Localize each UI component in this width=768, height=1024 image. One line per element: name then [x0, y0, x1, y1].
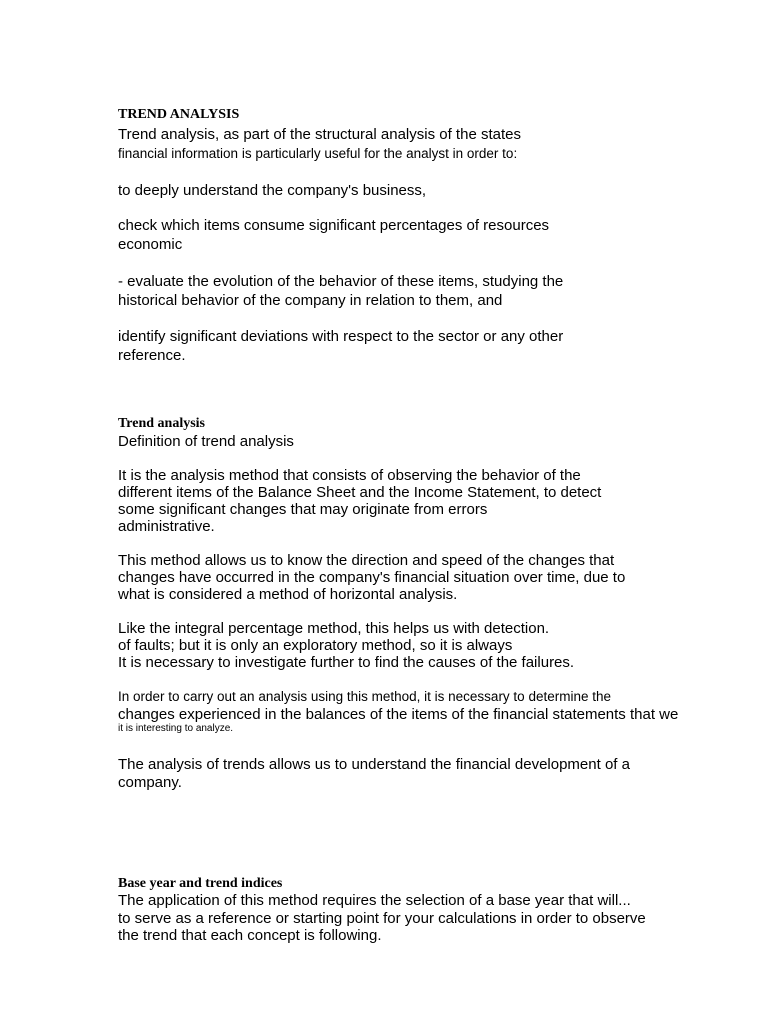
- section-heading: TREND ANALYSIS: [118, 107, 240, 122]
- paragraph-line: The application of this method requires the selection of a base year that will...: [118, 892, 631, 909]
- paragraph-line: of faults; but it is only an exploratory method, so it is always: [118, 637, 513, 654]
- paragraph-line: historical behavior of the company in relation to them, and: [118, 292, 503, 309]
- section-heading: Trend analysis: [118, 416, 206, 431]
- paragraph-line: In order to carry out an analysis using this method, it is necessary to determine the: [118, 689, 611, 704]
- paragraph-line: financial information is particularly useful for the analyst in order to:: [118, 146, 518, 161]
- paragraph-line: The analysis of trends allows us to understand the financial development of a: [118, 756, 630, 773]
- section-subtitle: Definition of trend analysis: [118, 433, 294, 450]
- paragraph-line: some significant changes that may originate from errors: [118, 501, 488, 518]
- paragraph-line: check which items consume significant percentages of resources: [118, 217, 550, 234]
- paragraph-line: the trend that each concept is following.: [118, 927, 382, 944]
- paragraph-line: - evaluate the evolution of the behavior of these items, studying the: [118, 273, 564, 290]
- paragraph-line: administrative.: [118, 518, 215, 535]
- paragraph-line: Like the integral percentage method, this helps us with detection.: [118, 620, 550, 637]
- paragraph-line: It is the analysis method that consists of observing the behavior of the: [118, 467, 581, 484]
- paragraph-line: changes have occurred in the company's financial situation over time, due to: [118, 569, 626, 586]
- paragraph-line: Trend analysis, as part of the structural analysis of the states: [118, 126, 521, 143]
- paragraph-line: It is necessary to investigate further to find the causes of the failures.: [118, 654, 575, 671]
- paragraph-line: it is interesting to analyze.: [118, 723, 234, 734]
- section-heading: Base year and trend indices: [118, 876, 283, 891]
- paragraph-line: to deeply understand the company's business,: [118, 182, 427, 199]
- paragraph-line: changes experienced in the balances of the items of the financial statements that we: [118, 706, 679, 723]
- paragraph-line: what is considered a method of horizontal analysis.: [118, 586, 458, 603]
- paragraph-line: different items of the Balance Sheet and the Income Statement, to detect: [118, 484, 602, 501]
- paragraph-line: reference.: [118, 347, 186, 364]
- paragraph-line: This method allows us to know the direction and speed of the changes that: [118, 552, 615, 569]
- paragraph-line: identify significant deviations with respect to the sector or any other: [118, 328, 564, 345]
- paragraph-line: to serve as a reference or starting point for your calculations in order to observe: [118, 910, 646, 927]
- paragraph-line: economic: [118, 236, 183, 253]
- paragraph-line: company.: [118, 774, 182, 791]
